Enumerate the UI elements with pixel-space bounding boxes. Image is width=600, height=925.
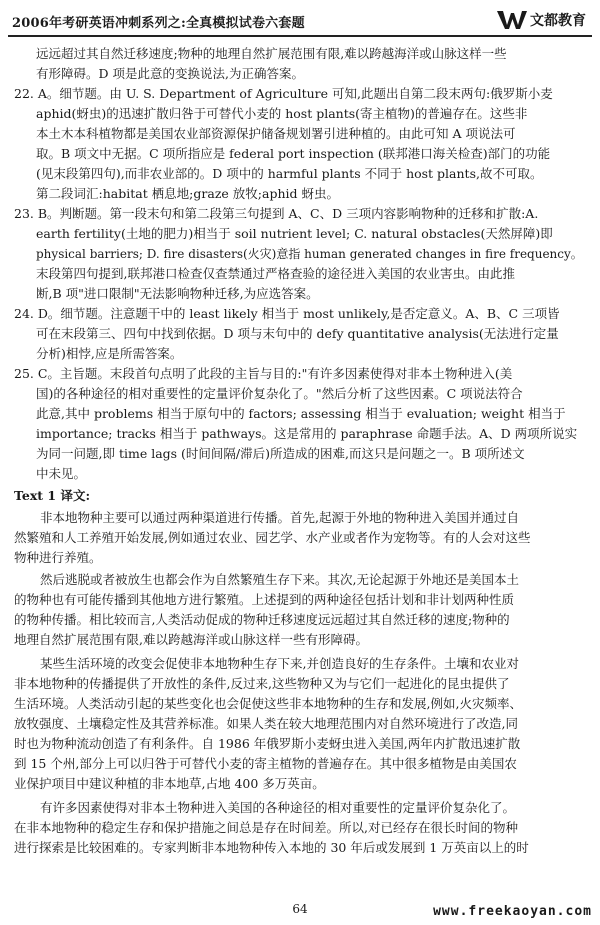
section-heading: Text 1 译文: [14,488,91,503]
body-line: 放牧强度、土壤稳定性及其营养标准。如果人类在较大地理范围内对自然环境进行了改造,同 [14,716,518,731]
body-line: 物种进行养殖。 [14,550,102,565]
body-line: importance; tracks 相当于 pathways。这是常用的 paraphrase 命题手法。A、D 两项所说实 [36,426,578,441]
body-line: 的物种也有可能传播到其他地方进行繁殖。上述提到的两种途径包括计划和非计划两种性质 [14,592,515,607]
body-line: 此意,其中 problems 相当于原句中的 factors; assessing 相当于 evaluation; weight 相当于 [36,406,566,421]
body-line: 进行探索是比较困难的。专家判断非本地物种传入本地的 30 年后或发展到 1 万英亩以上的时 [14,840,529,855]
body-line: (见末段第四句),而非农业部的。D 项中的 harmful plants 不同于 host plants,故不可取。 [36,166,543,181]
body-line: 业保护项目中建议种植的非本地草,占地 400 多万英亩。 [14,776,325,791]
body-line: 本土木本科植物都是美国农业部资源保护储备规划署引进种植的。由此可知 A 项说法可 [36,126,516,141]
body-line: 非本地物种的传播提供了开放性的条件,反过来,这些物种又为与它们一起进化的昆虫提供了 [14,676,510,691]
page-number: 64 [292,902,308,916]
answer-25: 25. C。主旨题。末段首句点明了此段的主旨与目的:"有许多因素使得对非本土物种进入(美 [14,366,513,381]
footer-url: www.freekaoyan.com [433,904,592,919]
logo-text: 文都教育 [530,13,586,29]
body-line: 取。B 项文中无据。C 项所指应是 federal port inspection (联邦港口海关检查)部门的功能 [36,146,551,161]
answer-24: 24. D。细节题。注意题干中的 least likely 相当于 most unlikely,是否定意义。A、B、C 三项皆 [14,306,560,321]
body-line: 地理自然扩展范围有限,难以跨越海洋或山脉这样一些有形障碍。 [14,632,368,647]
body-line: aphid(蚜虫)的迅速扩散归咎于可替代小麦的 host plants(寄主植物)的普遍存在。这些非 [36,106,528,121]
body-line: 然后逃脱或者被放生也都会作为自然繁殖生存下来。其次,无论起源于外地还是美国本土 [40,572,519,587]
header-rule [8,35,592,37]
header-title: 2006年考研英语冲刺系列之:全真模拟试卷六套题 [12,16,305,31]
body-line: physical barriers; D. fire disasters(火灾)意指 human generated changes in fire frequency。 [36,247,583,261]
body-line: 为同一问题,即 time lags (时间间隔/滞后)所造成的困难,而这只是问题之一。B 项所述文 [36,446,525,461]
body-line: 的物种传播。相比较而言,人类活动促成的物种迁移速度远远超过其自然迁移的速度;物种的 [14,612,510,627]
body-line: 末段第四句提到,联邦港口检查仅查禁通过严格查验的途径进入美国的农业害虫。由此推 [36,266,515,281]
body-line: 可在末段第三、四句中找到依据。D 项与末句中的 defy quantitative analysis(无法进行定量 [36,326,559,341]
body-line: 在非本地物种的稳定生存和保护措施之间总是存在时间差。所以,对已经存在很长时间的物种 [14,820,518,835]
wendu-logo [497,8,586,32]
body-line: 生活环境。人类活动引起的某些变化也会促使这些非本地物种的生存和发展,例如,火灾频率、 [14,696,522,711]
body-line: 然繁殖和人工养殖开始发展,例如通过农业、园艺学、水产业或者作为宠物等。有的人会对这些 [14,530,531,545]
body-line: 远远超过其自然迁移速度;物种的地理自然扩展范围有限,难以跨越海洋或山脉这样一些 [36,46,507,61]
body-line: 非本地物种主要可以通过两种渠道进行传播。首先,起源于外地的物种进入美国并通过自 [40,510,519,525]
body-line: 有许多因素使得对非本土物种进入美国的各种途径的相对重要性的定量评价复杂化了。 [40,800,516,815]
body-line: 时也为物种流动创造了有利条件。自 1986 年俄罗斯小麦蚜虫进入美国,两年内扩散迅速扩散 [14,736,521,751]
body-line: earth fertility(土地的肥力)相当于 soil nutrient level; C. natural obstacles(天然屏障)即 [36,226,553,241]
body-line: 有形障碍。D 项是此意的变换说法,为正确答案。 [36,66,304,81]
answer-23: 23. B。判断题。第一段末句和第二段第三句提到 A、C、D 三项内容影响物种的迁移和扩散:A. [14,206,539,221]
body-line: 到 15 个州,部分上可以归咎于可替代小麦的寄主植物的普遍存在。其中很多植物是由美国农 [14,756,517,771]
body-line: 中未见。 [36,466,87,481]
body-line: 分析)相悖,应是所需答案。 [36,346,183,361]
body-line: 断,B 项"进口限制"无法影响物种迁移,为应选答案。 [36,286,319,301]
answer-22: 22. A。细节题。由 U. S. Department of Agriculture 可知,此题出自第二段末两句:俄罗斯小麦 [14,86,553,101]
body-line: 第二段词汇:habitat 栖息地;graze 放牧;aphid 蚜虫。 [36,186,339,201]
body-line: 某些生活环境的改变会促使非本地物种生存下来,并创造良好的生存条件。土壤和农业对 [40,656,519,671]
body-line: 国)的各种途径的相对重要性的定量评价复杂化了。"然后分析了这些因素。C 项说法符合 [36,386,523,401]
wendu-logo-icon [497,9,527,31]
page-header [8,6,592,36]
